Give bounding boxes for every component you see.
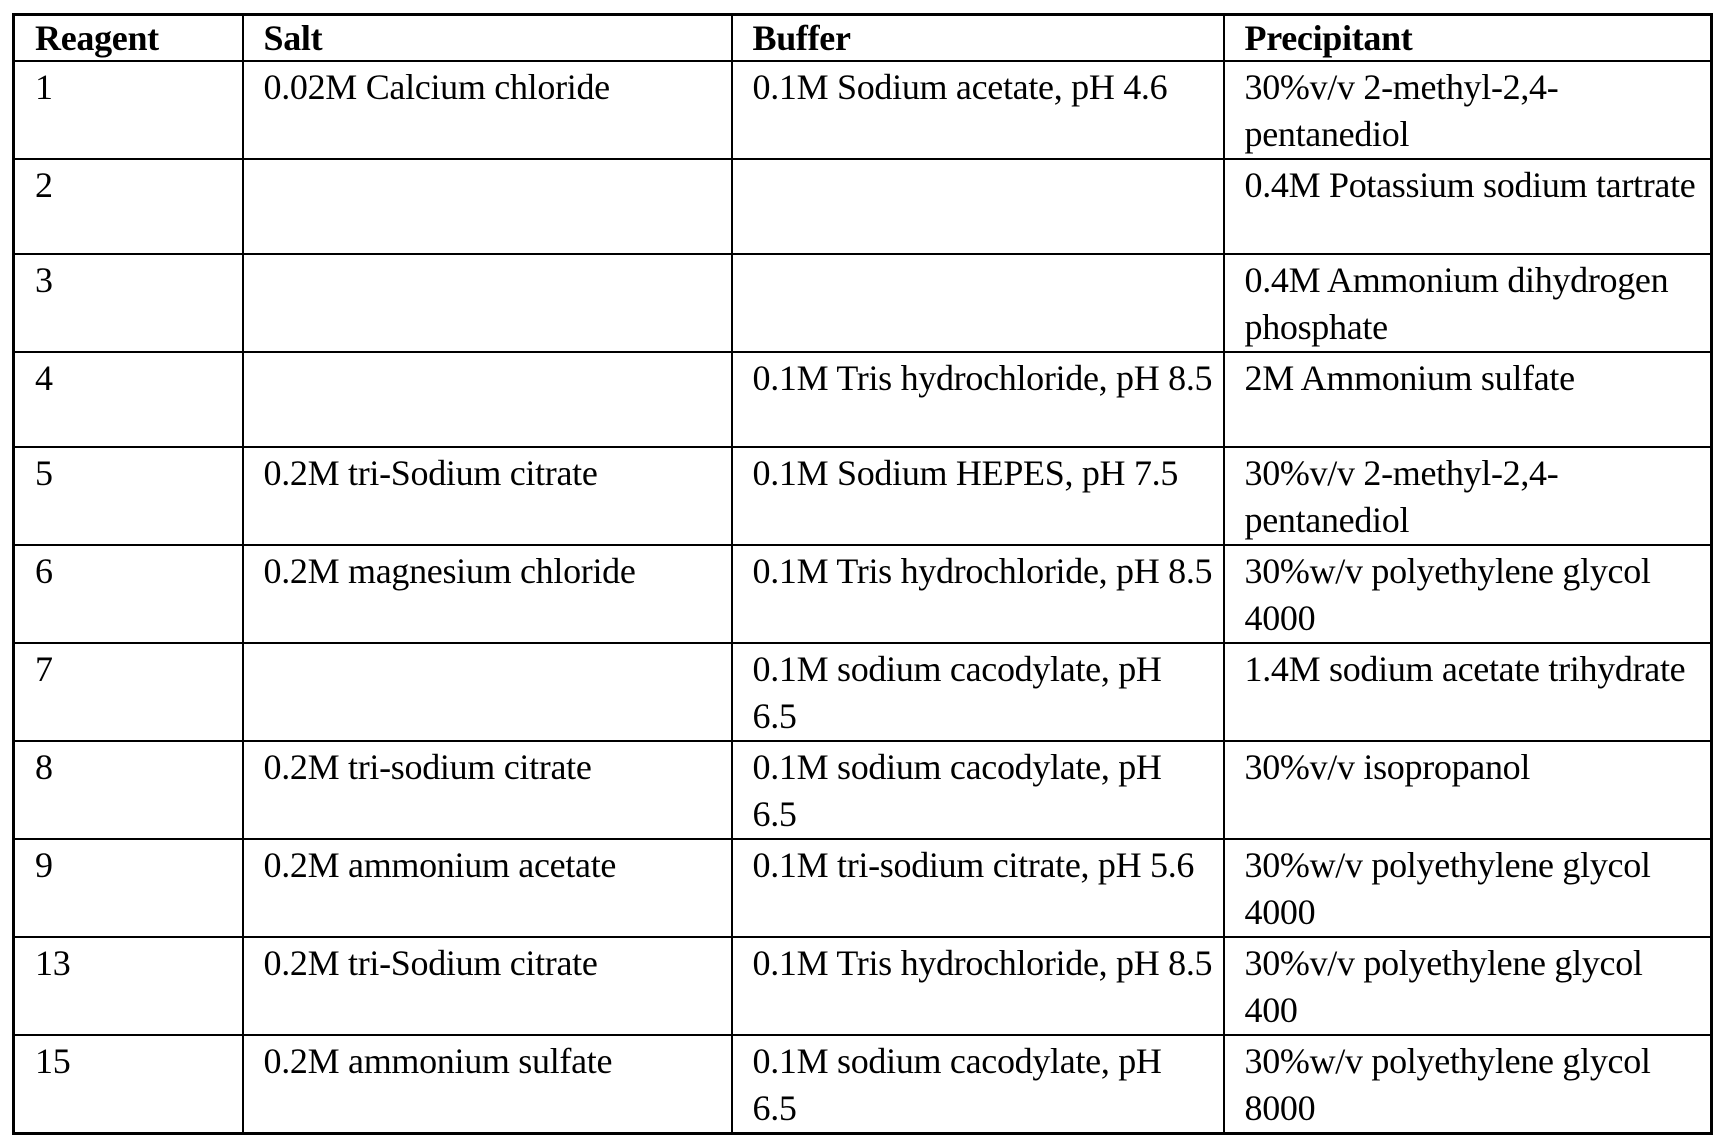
reagent-cell: 6 bbox=[14, 545, 243, 643]
buffer-cell: 0.1M Tris hydrochloride, pH 8.5 bbox=[732, 545, 1224, 643]
table-row bbox=[14, 352, 1712, 447]
reagent-cell: 2 bbox=[14, 159, 243, 254]
precipitant-cell: 0.4M Potassium sodium tartrate bbox=[1224, 159, 1712, 254]
table-row bbox=[14, 254, 1712, 352]
salt-cell bbox=[243, 159, 732, 254]
salt-cell: 0.2M ammonium acetate bbox=[243, 839, 732, 937]
salt-cell: 0.02M Calcium chloride bbox=[243, 61, 732, 159]
table-row bbox=[14, 447, 1712, 545]
table-row bbox=[14, 937, 1712, 1035]
reagent-cell: 15 bbox=[14, 1035, 243, 1134]
salt-cell: 0.2M tri-sodium citrate bbox=[243, 741, 732, 839]
header-precipitant: Precipitant bbox=[1224, 15, 1712, 62]
header-reagent: Reagent bbox=[14, 15, 243, 62]
salt-cell: 0.2M magnesium chloride bbox=[243, 545, 732, 643]
salt-cell: 0.2M tri-Sodium citrate bbox=[243, 447, 732, 545]
reagent-cell: 1 bbox=[14, 61, 243, 159]
table-row bbox=[14, 61, 1712, 159]
reagent-cell: 5 bbox=[14, 447, 243, 545]
precipitant-cell: 30%w/v polyethylene glycol 4000 bbox=[1224, 839, 1712, 937]
buffer-cell bbox=[732, 254, 1224, 352]
salt-cell bbox=[243, 352, 732, 447]
table-row bbox=[14, 159, 1712, 254]
precipitant-cell: 30%w/v polyethylene glycol 8000 bbox=[1224, 1035, 1712, 1134]
salt-cell: 0.2M tri-Sodium citrate bbox=[243, 937, 732, 1035]
precipitant-cell: 0.4M Ammonium dihydrogen phosphate bbox=[1224, 254, 1712, 352]
reagent-cell: 13 bbox=[14, 937, 243, 1035]
table-row bbox=[14, 1035, 1712, 1134]
buffer-cell bbox=[732, 159, 1224, 254]
header-row bbox=[14, 15, 1712, 62]
salt-cell: 0.2M ammonium sulfate bbox=[243, 1035, 732, 1134]
salt-cell bbox=[243, 643, 732, 741]
buffer-cell: 0.1M sodium cacodylate, pH 6.5 bbox=[732, 643, 1224, 741]
precipitant-cell: 2M Ammonium sulfate bbox=[1224, 352, 1712, 447]
reagent-cell: 8 bbox=[14, 741, 243, 839]
buffer-cell: 0.1M tri-sodium citrate, pH 5.6 bbox=[732, 839, 1224, 937]
reagent-table bbox=[12, 13, 1713, 1135]
reagent-cell: 7 bbox=[14, 643, 243, 741]
buffer-cell: 0.1M Sodium HEPES, pH 7.5 bbox=[732, 447, 1224, 545]
reagent-cell: 9 bbox=[14, 839, 243, 937]
precipitant-cell: 1.4M sodium acetate trihydrate bbox=[1224, 643, 1712, 741]
reagent-cell: 4 bbox=[14, 352, 243, 447]
precipitant-cell: 30%v/v polyethylene glycol 400 bbox=[1224, 937, 1712, 1035]
header-salt: Salt bbox=[243, 15, 732, 62]
buffer-cell: 0.1M Sodium acetate, pH 4.6 bbox=[732, 61, 1224, 159]
table-row bbox=[14, 545, 1712, 643]
precipitant-cell: 30%w/v polyethylene glycol 4000 bbox=[1224, 545, 1712, 643]
precipitant-cell: 30%v/v isopropanol bbox=[1224, 741, 1712, 839]
buffer-cell: 0.1M Tris hydrochloride, pH 8.5 bbox=[732, 352, 1224, 447]
buffer-cell: 0.1M Tris hydrochloride, pH 8.5 bbox=[732, 937, 1224, 1035]
buffer-cell: 0.1M sodium cacodylate, pH 6.5 bbox=[732, 1035, 1224, 1134]
precipitant-cell: 30%v/v 2-methyl-2,4-pentanediol bbox=[1224, 447, 1712, 545]
table-row bbox=[14, 643, 1712, 741]
salt-cell bbox=[243, 254, 732, 352]
header-buffer: Buffer bbox=[732, 15, 1224, 62]
table-row bbox=[14, 741, 1712, 839]
buffer-cell: 0.1M sodium cacodylate, pH 6.5 bbox=[732, 741, 1224, 839]
table-row bbox=[14, 839, 1712, 937]
reagent-cell: 3 bbox=[14, 254, 243, 352]
precipitant-cell: 30%v/v 2-methyl-2,4-pentanediol bbox=[1224, 61, 1712, 159]
